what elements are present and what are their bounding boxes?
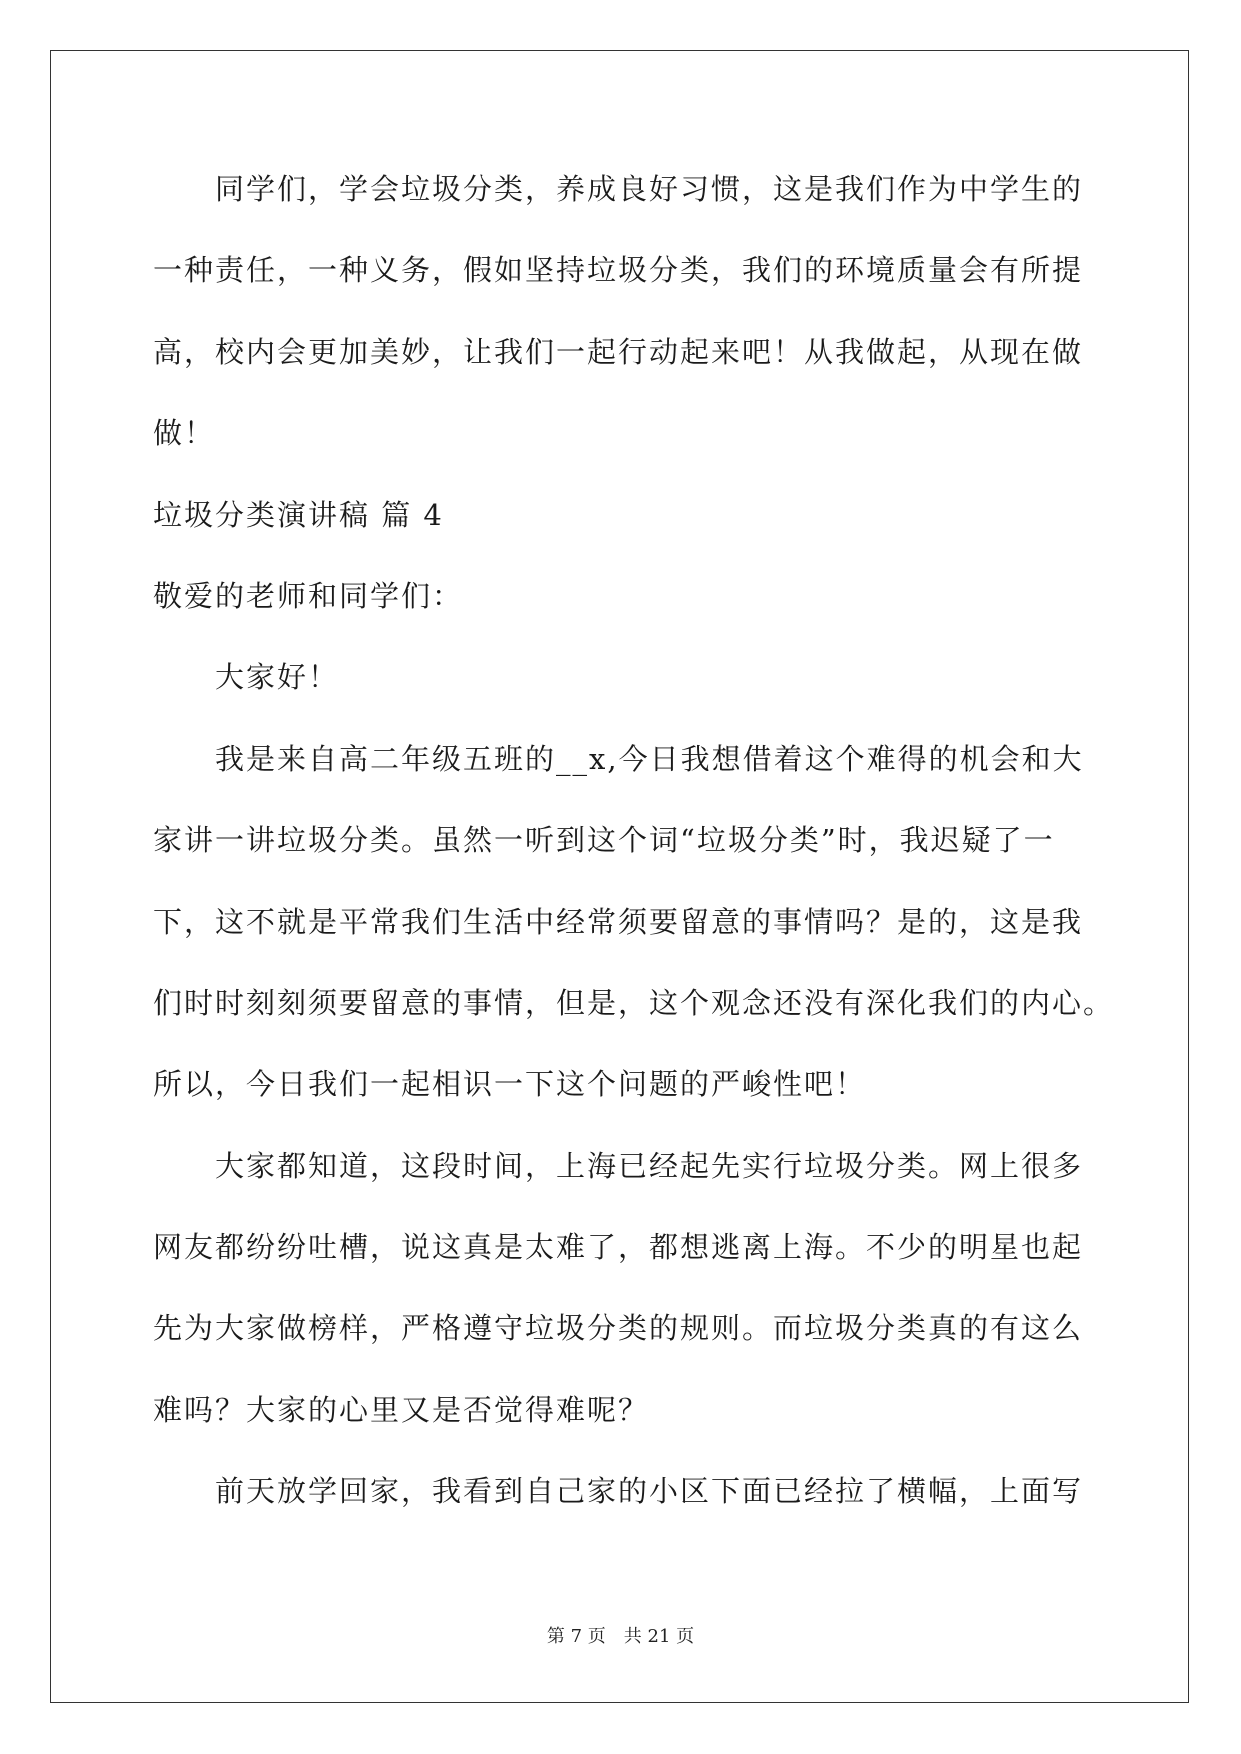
paragraph-story	[153, 1451, 1173, 1532]
text-line: 同学们，学会垃圾分类，养成良好习惯，这是我们作为中学生的	[215, 172, 1084, 206]
section-title: 垃圾分类演讲稿 篇 4	[153, 497, 444, 532]
paragraph-shanghai	[153, 1126, 1173, 1452]
text-line: 前天放学回家，我看到自己家的小区下面已经拉了横幅，上面写	[215, 1474, 1084, 1509]
greeting	[153, 637, 1173, 718]
text-line: 大家都知道，这段时间，上海已经起先实行垃圾分类。网上很多	[215, 1148, 1084, 1183]
section-heading	[153, 475, 1173, 556]
text-line: 所以，今日我们一起相识一下这个问题的严峻性吧！	[153, 1067, 867, 1102]
page-number-footer: 第 7 页 共 21 页	[546, 1626, 695, 1647]
text-line: 难吗？大家的心里又是否觉得难呢？	[153, 1392, 650, 1427]
text-line: 大家好！	[215, 660, 340, 695]
text-line: 我是来自高二年级五班的__x,今日我想借着这个难得的机会和大	[215, 741, 1084, 776]
salutation	[153, 556, 1173, 637]
text-line: 做！	[153, 416, 216, 451]
text-line: 敬爱的老师和同学们：	[153, 578, 464, 613]
text-line: 家讲一讲垃圾分类。虽然一听到这个词“垃圾分类”时，我迟疑了一	[153, 823, 1055, 858]
text-line: 高，校内会更加美妙，让我们一起行动起来吧！从我做起，从现在做	[153, 334, 1084, 369]
text-line: 一种责任，一种义务，假如坚持垃圾分类，我们的环境质量会有所提	[153, 253, 1084, 288]
text-line: 们时时刻刻须要留意的事情，但是，这个观念还没有深化我们的内心。	[153, 985, 1115, 1020]
text-line: 下，这不就是平常我们生活中经常须要留意的事情吗？是的，这是我	[153, 904, 1084, 939]
paragraph-intro	[153, 719, 1173, 1126]
paragraph-closing	[153, 149, 1173, 475]
document-body	[153, 149, 1173, 1533]
text-line: 先为大家做榜样，严格遵守垃圾分类的规则。而垃圾分类真的有这么	[153, 1311, 1084, 1346]
text-line: 网友都纷纷吐槽，说这真是太难了，都想逃离上海。不少的明星也起	[153, 1230, 1084, 1265]
